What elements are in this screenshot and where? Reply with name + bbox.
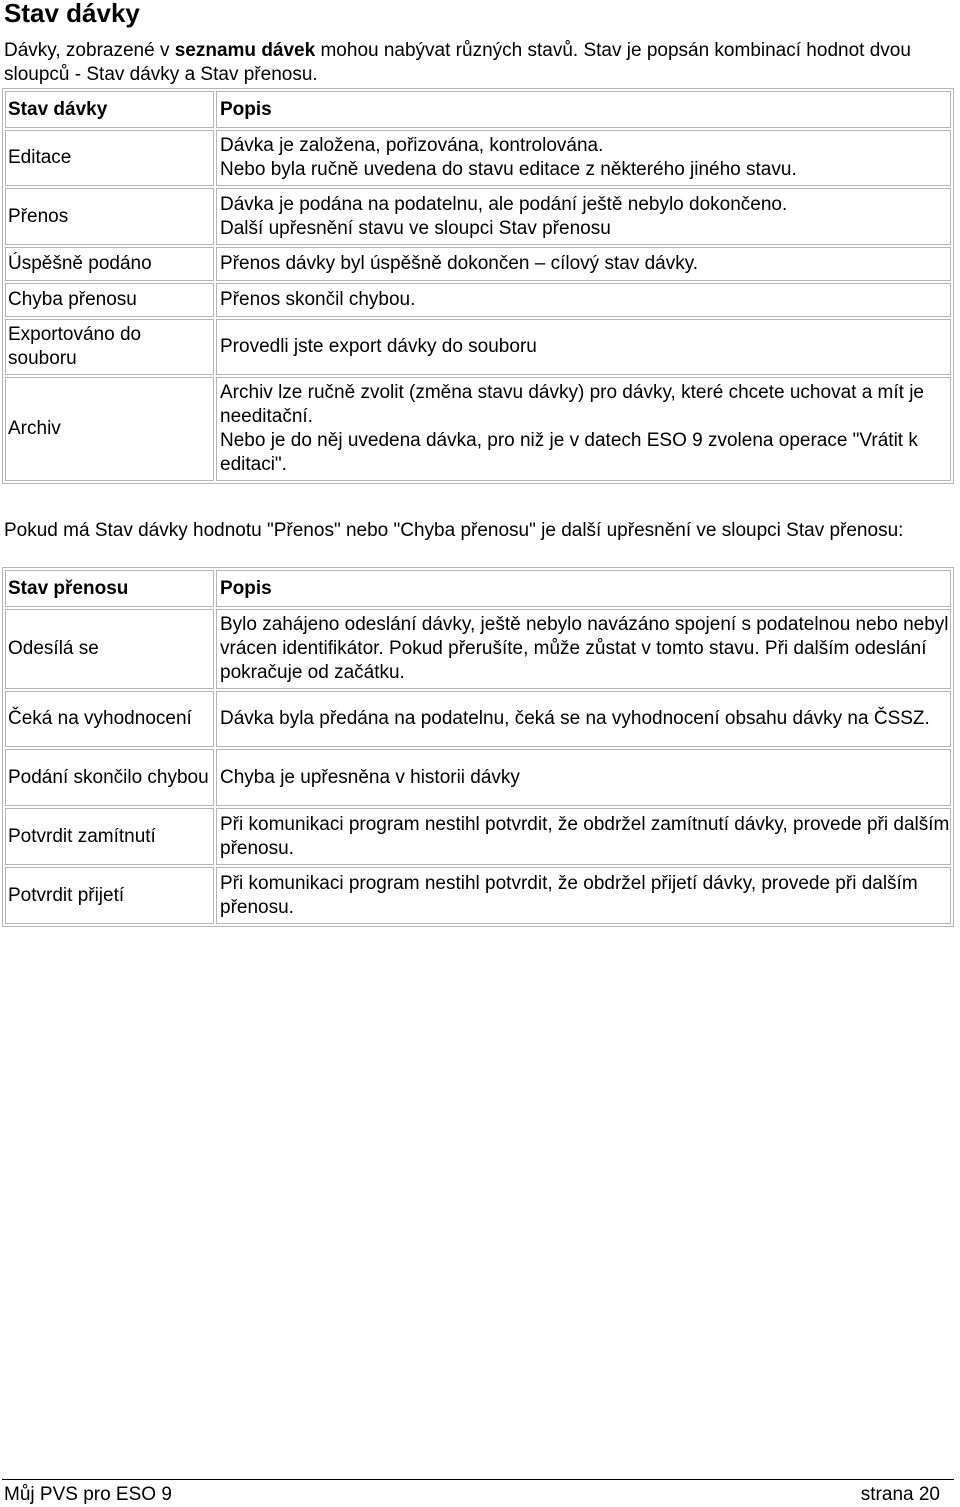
header-description: Popis xyxy=(216,570,951,607)
description-line: Dávka je podána na podatelnu, ale podání ještě nebylo dokončeno. xyxy=(220,193,788,215)
intro-paragraph xyxy=(4,39,954,87)
table-header-row xyxy=(5,91,951,128)
table-row xyxy=(5,691,951,747)
intro-text-1: Dávky, zobrazené v xyxy=(4,40,175,61)
description-cell xyxy=(216,130,951,186)
state-cell: Editace xyxy=(5,130,214,186)
state-cell: Odesílá se xyxy=(5,609,214,689)
table-row xyxy=(5,247,951,281)
state-cell: Potvrdit přijetí xyxy=(5,867,214,924)
footer-divider xyxy=(2,1479,954,1480)
description-line: Chyba je upřesněna v historii dávky xyxy=(220,766,520,788)
description-line: Dávka je založena, pořizována, kontrolována. xyxy=(220,135,604,156)
state-cell: Úspěšně podáno xyxy=(5,247,214,281)
table-row xyxy=(5,808,951,865)
state-cell: Čeká na vyhodnocení xyxy=(5,691,214,747)
header-batch-state: Stav dávky xyxy=(5,91,214,128)
description-line: Dávka byla předána na podatelnu, čeká se na vyhodnocení obsahu dávky na ČSSZ. xyxy=(220,708,930,729)
description-line: Při komunikaci program nestihl potvrdit, že obdržel zamítnutí dávky, provede při dalším přenosu. xyxy=(220,813,950,859)
footer-page-number: strana 20 xyxy=(860,1484,940,1505)
state-cell: Archiv xyxy=(5,377,214,481)
table-row xyxy=(5,609,951,689)
header-description: Popis xyxy=(216,91,951,128)
description-cell xyxy=(216,867,951,924)
description-line: Nebo byla ručně uvedena do stavu editace z některého jiného stavu. xyxy=(220,159,797,180)
state-cell: Přenos xyxy=(5,188,214,245)
header-transfer-state: Stav přenosu xyxy=(5,570,214,607)
description-cell xyxy=(216,749,951,806)
description-line: Přenos skončil chybou. xyxy=(220,289,416,310)
transfer-state-intro: Pokud má Stav dávky hodnotu "Přenos" nebo "Chyba přenosu" je další upřesnění ve sloupci Stav přenosu: xyxy=(4,520,904,541)
table-row xyxy=(5,188,951,245)
footer-product-name: Můj PVS pro ESO 9 xyxy=(4,1484,172,1505)
description-cell xyxy=(216,188,951,245)
description-cell xyxy=(216,609,951,689)
description-line: Přenos dávky byl úspěšně dokončen – cílový stav dávky. xyxy=(220,253,699,274)
page-title: Stav dávky xyxy=(4,0,140,28)
description-cell xyxy=(216,247,951,281)
description-cell xyxy=(216,283,951,317)
state-cell: Potvrdit zamítnutí xyxy=(5,808,214,865)
description-cell xyxy=(216,691,951,747)
table-row xyxy=(5,319,951,375)
description-line: Provedli jste export dávky do souboru xyxy=(220,336,537,357)
description-line: Při komunikaci program nestihl potvrdit, že obdržel přijetí dávky, provede při dalším přenosu. xyxy=(220,872,918,918)
table-header-row xyxy=(5,570,951,607)
table-row xyxy=(5,130,951,186)
intro-link-batch-list: seznamu dávek xyxy=(174,40,316,61)
state-cell: Podání skončilo chybou xyxy=(5,749,214,806)
description-line: Další upřesnění stavu ve sloupci Stav přenosu xyxy=(220,217,611,239)
description-cell xyxy=(216,808,951,865)
table-row xyxy=(5,283,951,317)
description-line: Archiv lze ručně zvolit (změna stavu dávky) pro dávky, které chcete uchovat a mít je needitační. xyxy=(220,382,924,427)
transfer-state-table xyxy=(2,567,954,927)
table-row xyxy=(5,377,951,481)
batch-state-table xyxy=(2,88,954,484)
description-line: Bylo zahájeno odeslání dávky, ještě nebylo navázáno spojení s podatelnou nebo nebyl vrácen identifikátor. Pokud přerušíte, může zůstat v tomto stavu. Při dalším odeslání pokračuje od začátku. xyxy=(220,614,949,683)
state-cell: Exportováno do souboru xyxy=(5,319,214,375)
description-cell xyxy=(216,377,951,481)
description-line: Nebo je do něj uvedena dávka, pro niž je v datech ESO 9 zvolena operace "Vrátit k editaci". xyxy=(220,430,918,475)
table-row xyxy=(5,867,951,924)
state-cell: Chyba přenosu xyxy=(5,283,214,317)
intro-text-2: mohou nabývat různých stavů. Stav je popsán kombinací hodnot dvou sloupců - Stav dávky a Stav přenosu. xyxy=(4,40,911,85)
description-cell xyxy=(216,319,951,375)
table-row xyxy=(5,749,951,806)
